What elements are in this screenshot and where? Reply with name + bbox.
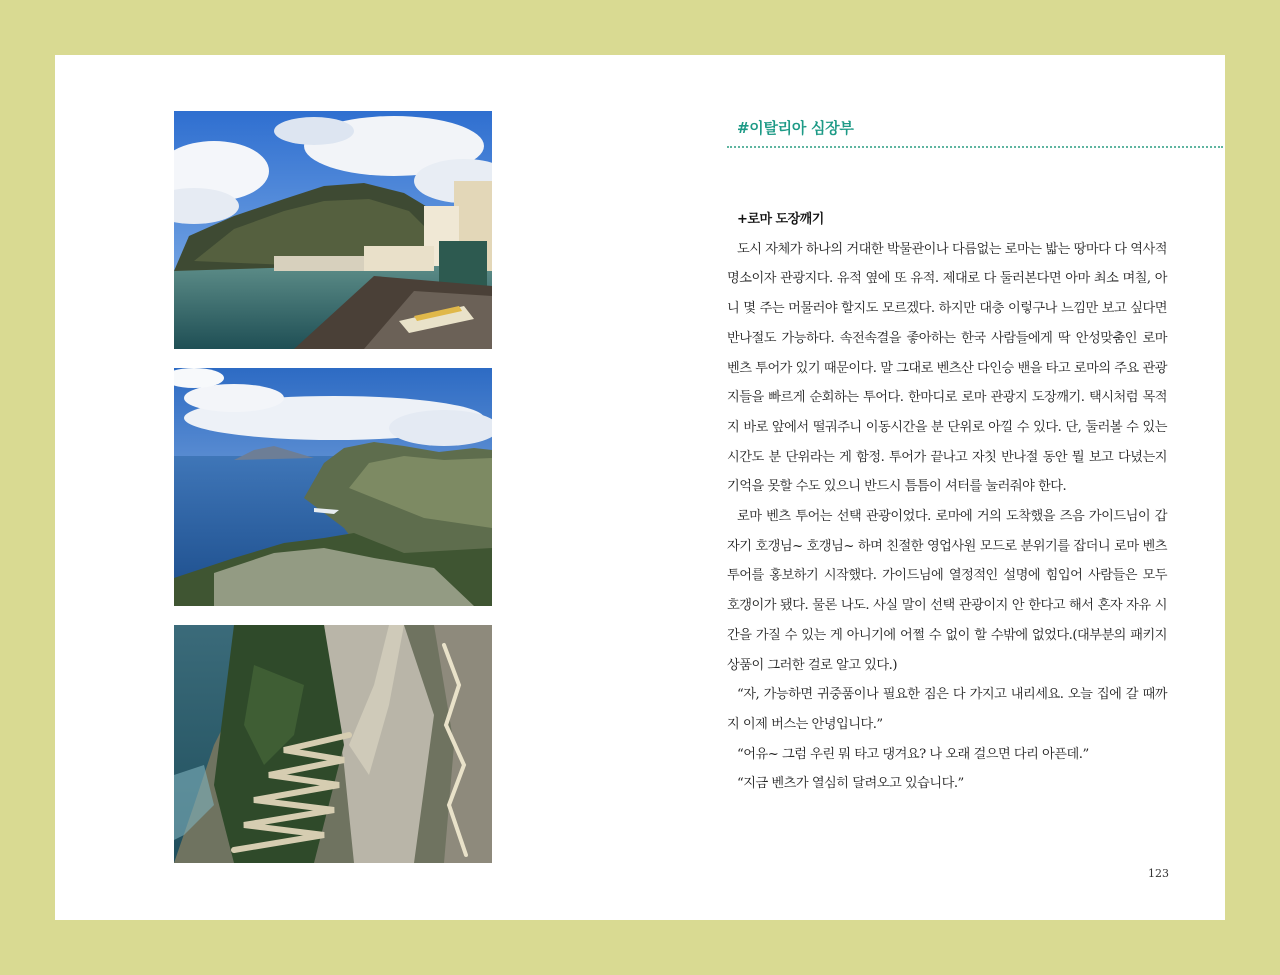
harbor-photo	[174, 111, 492, 349]
serpentine-road-photo	[174, 625, 492, 863]
paragraph-1: 도시 자체가 하나의 거대한 박물관이나 다름없는 로마는 밟는 땅마다 다 역사적 명소이자 관광지다. 유적 옆에 또 유적. 제대로 다 둘러본다면 아마 최소 며칠, 아니 몇 주는 머물러야 할지도 모르겠다. 하지만 대충 이렇구나 느낌만 보고 싶다면 반나절도 가능하다. 속전속결을 좋아하는 한국 사람들에게 딱 안성맞춤인 로마 벤츠 투어가 있기 때문이다. 말 그대로 벤츠산 다인승 밴을 타고 로마의 주요 관광지들을 빠르게 순회하는 투어다. 한마디로 로마 관광지 도장깨기. 택시처럼 목적지 바로 앞에서 떨궈주니 이동시간을 분 단위로 아낄 수 있다. 단, 둘러볼 수 있는 시간도 분 단위라는 게 함정. 투어가 끝나고 자칫 반나절 동안 뭘 보고 다녔는지 기억을 못할 수도 있으니 반드시 틈틈이 셔터를 눌러줘야 한다.	[727, 241, 1167, 495]
section-title: #이탈리아 심장부	[737, 119, 854, 137]
article-subhead: +로마 도장깨기	[737, 212, 824, 227]
coast-aerial-photo	[174, 368, 492, 606]
quote-1: “자, 가능하면 귀중품이나 필요한 짐은 다 가지고 내리세요. 오늘 집에 갈 때까지 이제 버스는 안녕입니다.”	[727, 687, 1167, 732]
book-page	[55, 55, 1225, 920]
article-body	[727, 205, 1167, 799]
dotted-divider	[727, 146, 1223, 148]
paragraph-2: 로마 벤츠 투어는 선택 관광이었다. 로마에 거의 도착했을 즈음 가이드님이 갑자기 호갱님~ 호갱님~ 하며 친절한 영업사원 모드로 분위기를 잡더니 로마 벤츠 투어를 홍보하기 시작했다. 가이드님에 열정적인 설명에 힘입어 사람들은 모두 호갱이가 됐다. 물론 나도. 사실 말이 선택 관광이지 안 한다고 해서 혼자 자유 시간을 가질 수 있는 게 아니기에 어쩔 수 없이 할 수밖에 없었다.(대부분의 패키지 상품이 그러한 걸로 알고 있다.)	[727, 509, 1167, 673]
quote-2: “어유~ 그럼 우린 뭐 타고 댕겨요? 나 오래 걸으면 다리 아픈데.”	[737, 746, 1089, 762]
page-number: 123	[1148, 867, 1169, 880]
quote-3: “지금 벤츠가 열심히 달려오고 있습니다.”	[737, 776, 964, 792]
